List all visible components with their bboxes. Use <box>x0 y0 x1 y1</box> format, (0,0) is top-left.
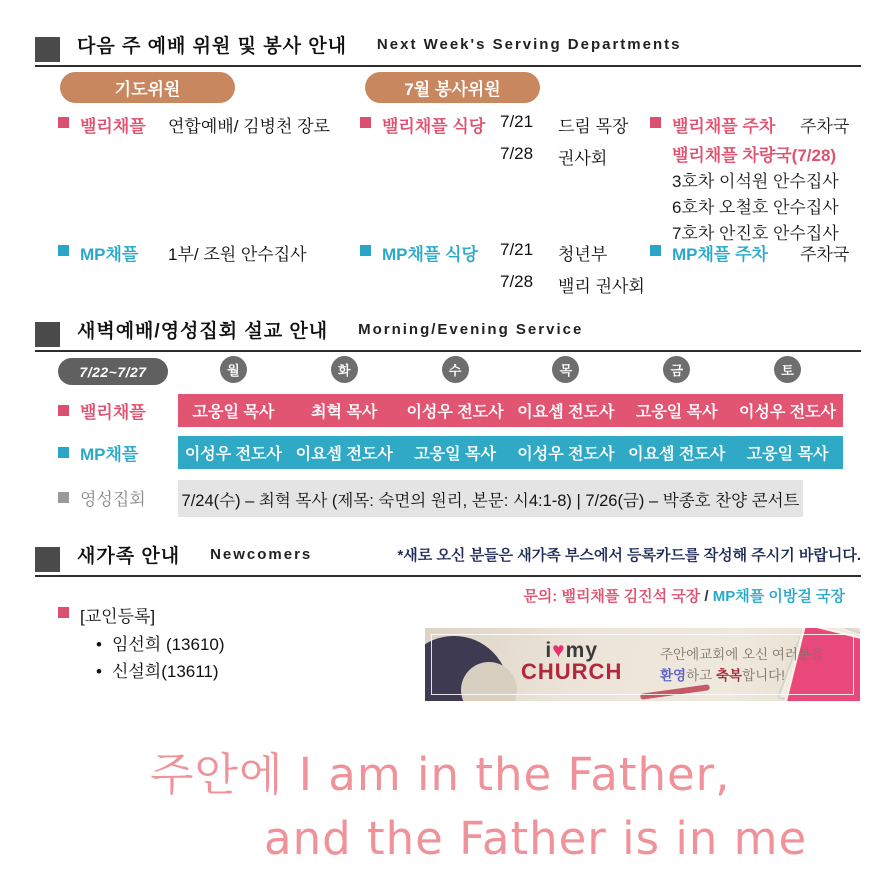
weekday-cell <box>400 356 511 386</box>
preacher-cell: 이요셉 전도사 <box>295 446 393 463</box>
pink-square-bullet <box>58 607 69 618</box>
contact-valley: 문의: 밸리채플 김진석 국장 <box>523 588 701 605</box>
dining-mp-item <box>360 240 645 304</box>
registrant-name: 임선희 (13610) <box>111 635 225 654</box>
registrant-list <box>96 631 225 685</box>
schedule-date: 7/21 <box>500 240 534 259</box>
logo-church: CHURCH <box>521 659 623 684</box>
preacher-cell: 고웅일 목사 <box>635 404 718 421</box>
july-serving-label: 7월 봉사위원 <box>404 80 501 99</box>
vehicle-line: 6호차 오철호 안수집사 <box>672 198 839 217</box>
prayer-committee-label: 기도위원 <box>114 80 181 99</box>
pink-square-bullet <box>360 117 371 128</box>
preacher-cell: 고웅일 목사 <box>414 446 496 463</box>
preacher-cell: 이성우 전도사 <box>738 404 837 421</box>
logo-i: i <box>545 639 553 662</box>
section-next-week-header <box>35 31 861 67</box>
july-serving-pill <box>365 72 540 103</box>
dining-schedule <box>500 240 645 304</box>
revival-row-label <box>58 481 146 514</box>
schedule-group: 청년부 <box>558 245 608 264</box>
parking-valley-item <box>650 112 849 137</box>
schedule-group: 드림 목장 <box>558 117 629 136</box>
prayer-committee-pill <box>60 72 235 103</box>
pink-square-bullet <box>650 117 661 128</box>
dining-schedule <box>500 112 628 176</box>
verse-line2: and the Father is in me <box>264 812 808 865</box>
pink-square-bullet <box>58 117 69 128</box>
preacher-cell: 이요셉 전도사 <box>517 404 615 421</box>
vehicle-line: 7호차 안진호 안수집사 <box>672 224 839 243</box>
cyan-square-bullet <box>360 245 371 256</box>
worship-assignment: 연합예배/ 김병천 장로 <box>168 117 330 136</box>
cyan-square-bullet <box>58 447 69 458</box>
revival-schedule-bar: 7/24(수) – 최혁 목사 (제목: 숙면의 원리, 본문: 시4:1-8) | 7/26(금) – 박종호 찬양 콘서트 <box>178 480 803 517</box>
schedule-group: 권사회 <box>558 149 608 168</box>
weekday-circle-thu: 목 <box>552 356 579 383</box>
parking-label: MP채플 주차 <box>672 245 768 264</box>
banner-message-line2 <box>660 665 824 686</box>
weekday-cell <box>178 356 289 386</box>
section-newcomers-header <box>35 541 861 577</box>
dining-valley-item <box>360 112 628 176</box>
valley-preacher-row <box>178 394 843 427</box>
weekday-cell <box>289 356 400 386</box>
section-title: 다음 주 예배 위원 및 봉사 안내 <box>77 36 347 57</box>
gray-square-bullet <box>58 492 69 503</box>
preacher-cell: 이성우 전도사 <box>184 446 282 463</box>
preacher-cell: 이요셉 전도사 <box>628 446 726 463</box>
registrant-line <box>96 658 225 685</box>
parking-dept: 주차국 <box>800 245 850 264</box>
parking-extra-lines <box>672 143 849 247</box>
date-range-pill: 7/22~7/27 <box>58 358 168 385</box>
registration-label: [교인등록] <box>80 607 156 626</box>
contact-line <box>523 585 845 606</box>
message-end: 합니다! <box>742 668 785 683</box>
list-bullet: • <box>96 635 102 654</box>
schedule-line <box>500 240 645 265</box>
preacher-cell: 이성우 전도사 <box>517 446 615 463</box>
verse-line1: 주안에 I am in the Father, <box>150 748 731 801</box>
welcome-word: 환영 <box>660 668 687 683</box>
vehicle-line: 3호차 이석원 안수집사 <box>672 172 839 191</box>
preacher-cell: 고웅일 목사 <box>746 446 829 463</box>
registrant-name: 신설희(13611) <box>111 662 219 681</box>
weekday-circle-fri: 금 <box>663 356 690 383</box>
worship-mp-item <box>58 240 307 265</box>
schedule-date: 7/28 <box>500 272 534 291</box>
registrant-line <box>96 631 225 658</box>
worship-valley-item <box>58 112 330 137</box>
cyan-square-bullet <box>650 245 661 256</box>
weekday-header-row <box>178 356 843 386</box>
contact-separator: / <box>700 588 713 605</box>
section-morning-service-header <box>35 316 861 352</box>
schedule-line <box>500 272 645 297</box>
weekday-cell <box>621 356 732 386</box>
schedule-line <box>500 112 628 137</box>
section-subtitle-en: Next Week's Serving Departments <box>376 36 682 53</box>
newcomer-notice: *새로 오신 분들은 새가족 부스에서 등록카드를 작성해 주시기 바랍니다. <box>397 547 861 564</box>
parking-dept: 주차국 <box>800 117 850 136</box>
section-subtitle-en: Newcomers <box>210 546 313 563</box>
weekday-cell <box>732 356 843 386</box>
banner-welcome-message <box>660 644 824 686</box>
section-title: 새벽예배/영성집회 설교 안내 <box>77 321 329 342</box>
chapel-label: MP채플 <box>80 245 139 264</box>
preacher-cell: 고웅일 목사 <box>192 404 275 421</box>
list-bullet: • <box>96 662 102 681</box>
row-label-text: 영성집회 <box>80 490 146 509</box>
cyan-square-bullet <box>58 245 69 256</box>
dining-label: 밸리채플 식당 <box>382 117 486 136</box>
section-subtitle-en: Morning/Evening Service <box>358 321 584 338</box>
member-registration-item <box>58 602 155 627</box>
chapel-label: 밸리채플 <box>80 117 146 136</box>
bless-word: 축복 <box>715 668 743 683</box>
weekday-circle-wed: 수 <box>442 356 469 383</box>
weekday-circle-tue: 화 <box>331 356 358 383</box>
preacher-cell: 이성우 전도사 <box>406 404 504 421</box>
row-label-text: MP채플 <box>80 445 139 464</box>
parking-mp-item <box>650 240 849 265</box>
weekday-cell <box>510 356 621 386</box>
worship-assignment: 1부/ 조원 안수집사 <box>168 245 307 264</box>
schedule-group: 밸리 권사회 <box>558 277 645 296</box>
preacher-cell: 최혁 목사 <box>311 404 378 421</box>
vehicle-bureau-line: 밸리채플 차량국(7/28) <box>672 146 837 165</box>
banner-message-line1: 주안에교회에 오신 여러분을 <box>660 647 824 662</box>
i-love-my-church-logo <box>521 640 622 682</box>
heart-icon: ♥ <box>552 639 566 662</box>
valley-row-label <box>58 394 146 427</box>
weekday-circle-sat: 토 <box>774 356 801 383</box>
pink-square-bullet <box>58 405 69 416</box>
section-square-icon <box>35 322 60 347</box>
row-label-text: 밸리채플 <box>80 403 146 422</box>
logo-my: my <box>565 639 598 662</box>
schedule-line <box>500 144 628 169</box>
parking-label: 밸리채플 주차 <box>672 117 776 136</box>
mp-preacher-row <box>178 436 843 469</box>
section-square-icon <box>35 37 60 62</box>
section-title: 새가족 안내 <box>77 546 181 567</box>
footer-verse <box>0 738 878 865</box>
mp-row-label <box>58 436 138 469</box>
contact-mp: MP채플 이방걸 국장 <box>712 588 845 605</box>
welcome-banner-image <box>425 628 860 701</box>
parking-valley-block <box>650 112 849 247</box>
weekday-circle-mon: 월 <box>220 356 247 383</box>
section-square-icon <box>35 547 60 572</box>
message-mid: 하고 <box>686 668 716 683</box>
schedule-date: 7/21 <box>500 112 534 131</box>
schedule-date: 7/28 <box>500 144 534 163</box>
dining-label: MP채플 식당 <box>382 245 478 264</box>
